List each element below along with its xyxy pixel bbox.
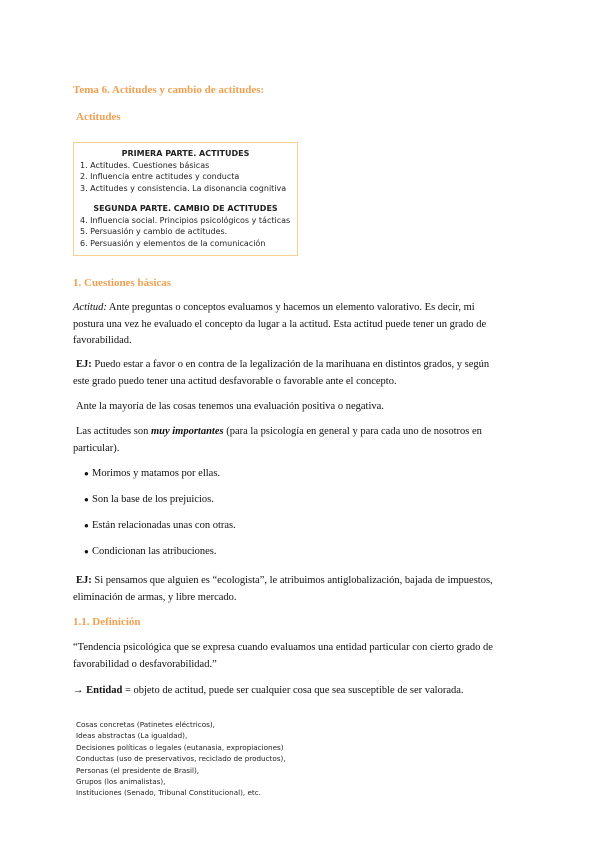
term-actitud: Actitud: [73, 302, 107, 313]
outline-item: 3. Actitudes y consistencia. La disonancia cognitiva [80, 183, 287, 193]
list-item: ● Son la base de los prejuicios. [84, 494, 214, 505]
bullet-icon: ● [84, 469, 89, 478]
paragraph-actitud: Actitud: Ante preguntas o conceptos evaluamos y hacemos un elemento valorativo. Es decir, mi postura una vez he evaluado el concepto da lugar a la actitud. Esta actitud puede tener un grado de favorabilidad. [73, 302, 487, 346]
term-entidad: Entidad [86, 685, 123, 696]
outline-item: 6. Persuasión y elementos de la comunicación [80, 238, 266, 248]
list-item: Ideas abstractas (La igualdad), [76, 731, 188, 741]
list-item: Cosas concretas (Patinetes eléctricos), [76, 720, 215, 729]
list-item: Grupos (los animalistas), [76, 777, 166, 787]
list-item: Personas (el presidente de Brasil), [76, 765, 200, 775]
list-item: Decisiones políticas o legales (eutanasia, expropiaciones) [76, 742, 284, 752]
outline-item: 4. Influencia social. Principios psicológicos y tácticas [80, 215, 291, 225]
list-item: ● Condicionan las atribuciones. [84, 546, 217, 557]
bullet-icon: ● [84, 521, 89, 530]
outline-part1-title: PRIMERA PARTE. ACTITUDES [121, 149, 250, 158]
outline-item: 5. Persuasión y cambio de actitudes. [80, 227, 228, 236]
list-item: Instituciones (Senado, Tribunal Constitucional), etc. [76, 788, 261, 798]
document-title: Tema 6. Actitudes y cambio de actitudes: [73, 84, 265, 96]
outline-part2-title: SEGUNDA PARTE. CAMBIO DE ACTITUDES [93, 204, 278, 213]
paragraph-importancia: Las actitudes son muy importantes (para la psicología en general y para cada uno de nosotros en particular). [73, 426, 482, 454]
bullet-icon: ● [84, 547, 89, 556]
section-heading-definicion: 1.1. Definición [73, 616, 141, 628]
paragraph-example-2: EJ: Si pensamos que alguien es “ecologista”, le atribuimos antiglobalización, bajada de impuestos, eliminación de armas, y libre mercado. [73, 575, 493, 603]
outline-item: 1. Actitudes. Cuestiones básicas [80, 160, 210, 170]
section-heading-cuestiones: 1. Cuestiones básicas [73, 277, 172, 289]
paragraph-entidad: → Entidad = objeto de actitud, puede ser cualquier cosa que sea susceptible de ser valorada. [73, 685, 464, 696]
section-subtitle: Actitudes [76, 111, 121, 123]
example-label: EJ: [76, 575, 92, 586]
paragraph-evaluacion: Ante la mayoría de las cosas tenemos una evaluación positiva o negativa. [76, 401, 384, 412]
definition-quote: “Tendencia psicológica que se expresa cuando evaluamos una entidad particular con cierto grado de favorabilidad o desfavorabilidad.” [73, 642, 493, 670]
list-item: ● Están relacionadas unas con otras. [84, 520, 236, 531]
examples-list [76, 719, 286, 799]
outline-item: 2. Influencia entre actitudes y conducta [80, 172, 240, 181]
example-label: EJ: [76, 359, 92, 370]
list-item: Conductas (uso de preservativos, reciclado de productos), [76, 754, 286, 764]
emphasis-muy-importantes: muy importantes [150, 426, 224, 437]
arrow-icon: → [73, 685, 84, 696]
outline-box [73, 142, 298, 256]
list-item: ● Morimos y matamos por ellas. [84, 468, 221, 479]
bullet-icon: ● [84, 495, 89, 504]
paragraph-example-1: EJ: Puedo estar a favor o en contra de la legalización de la marihuana en distintos grados, y según este grado puedo tener una actitud desfavorable o favorable ante el concepto. [73, 359, 490, 387]
